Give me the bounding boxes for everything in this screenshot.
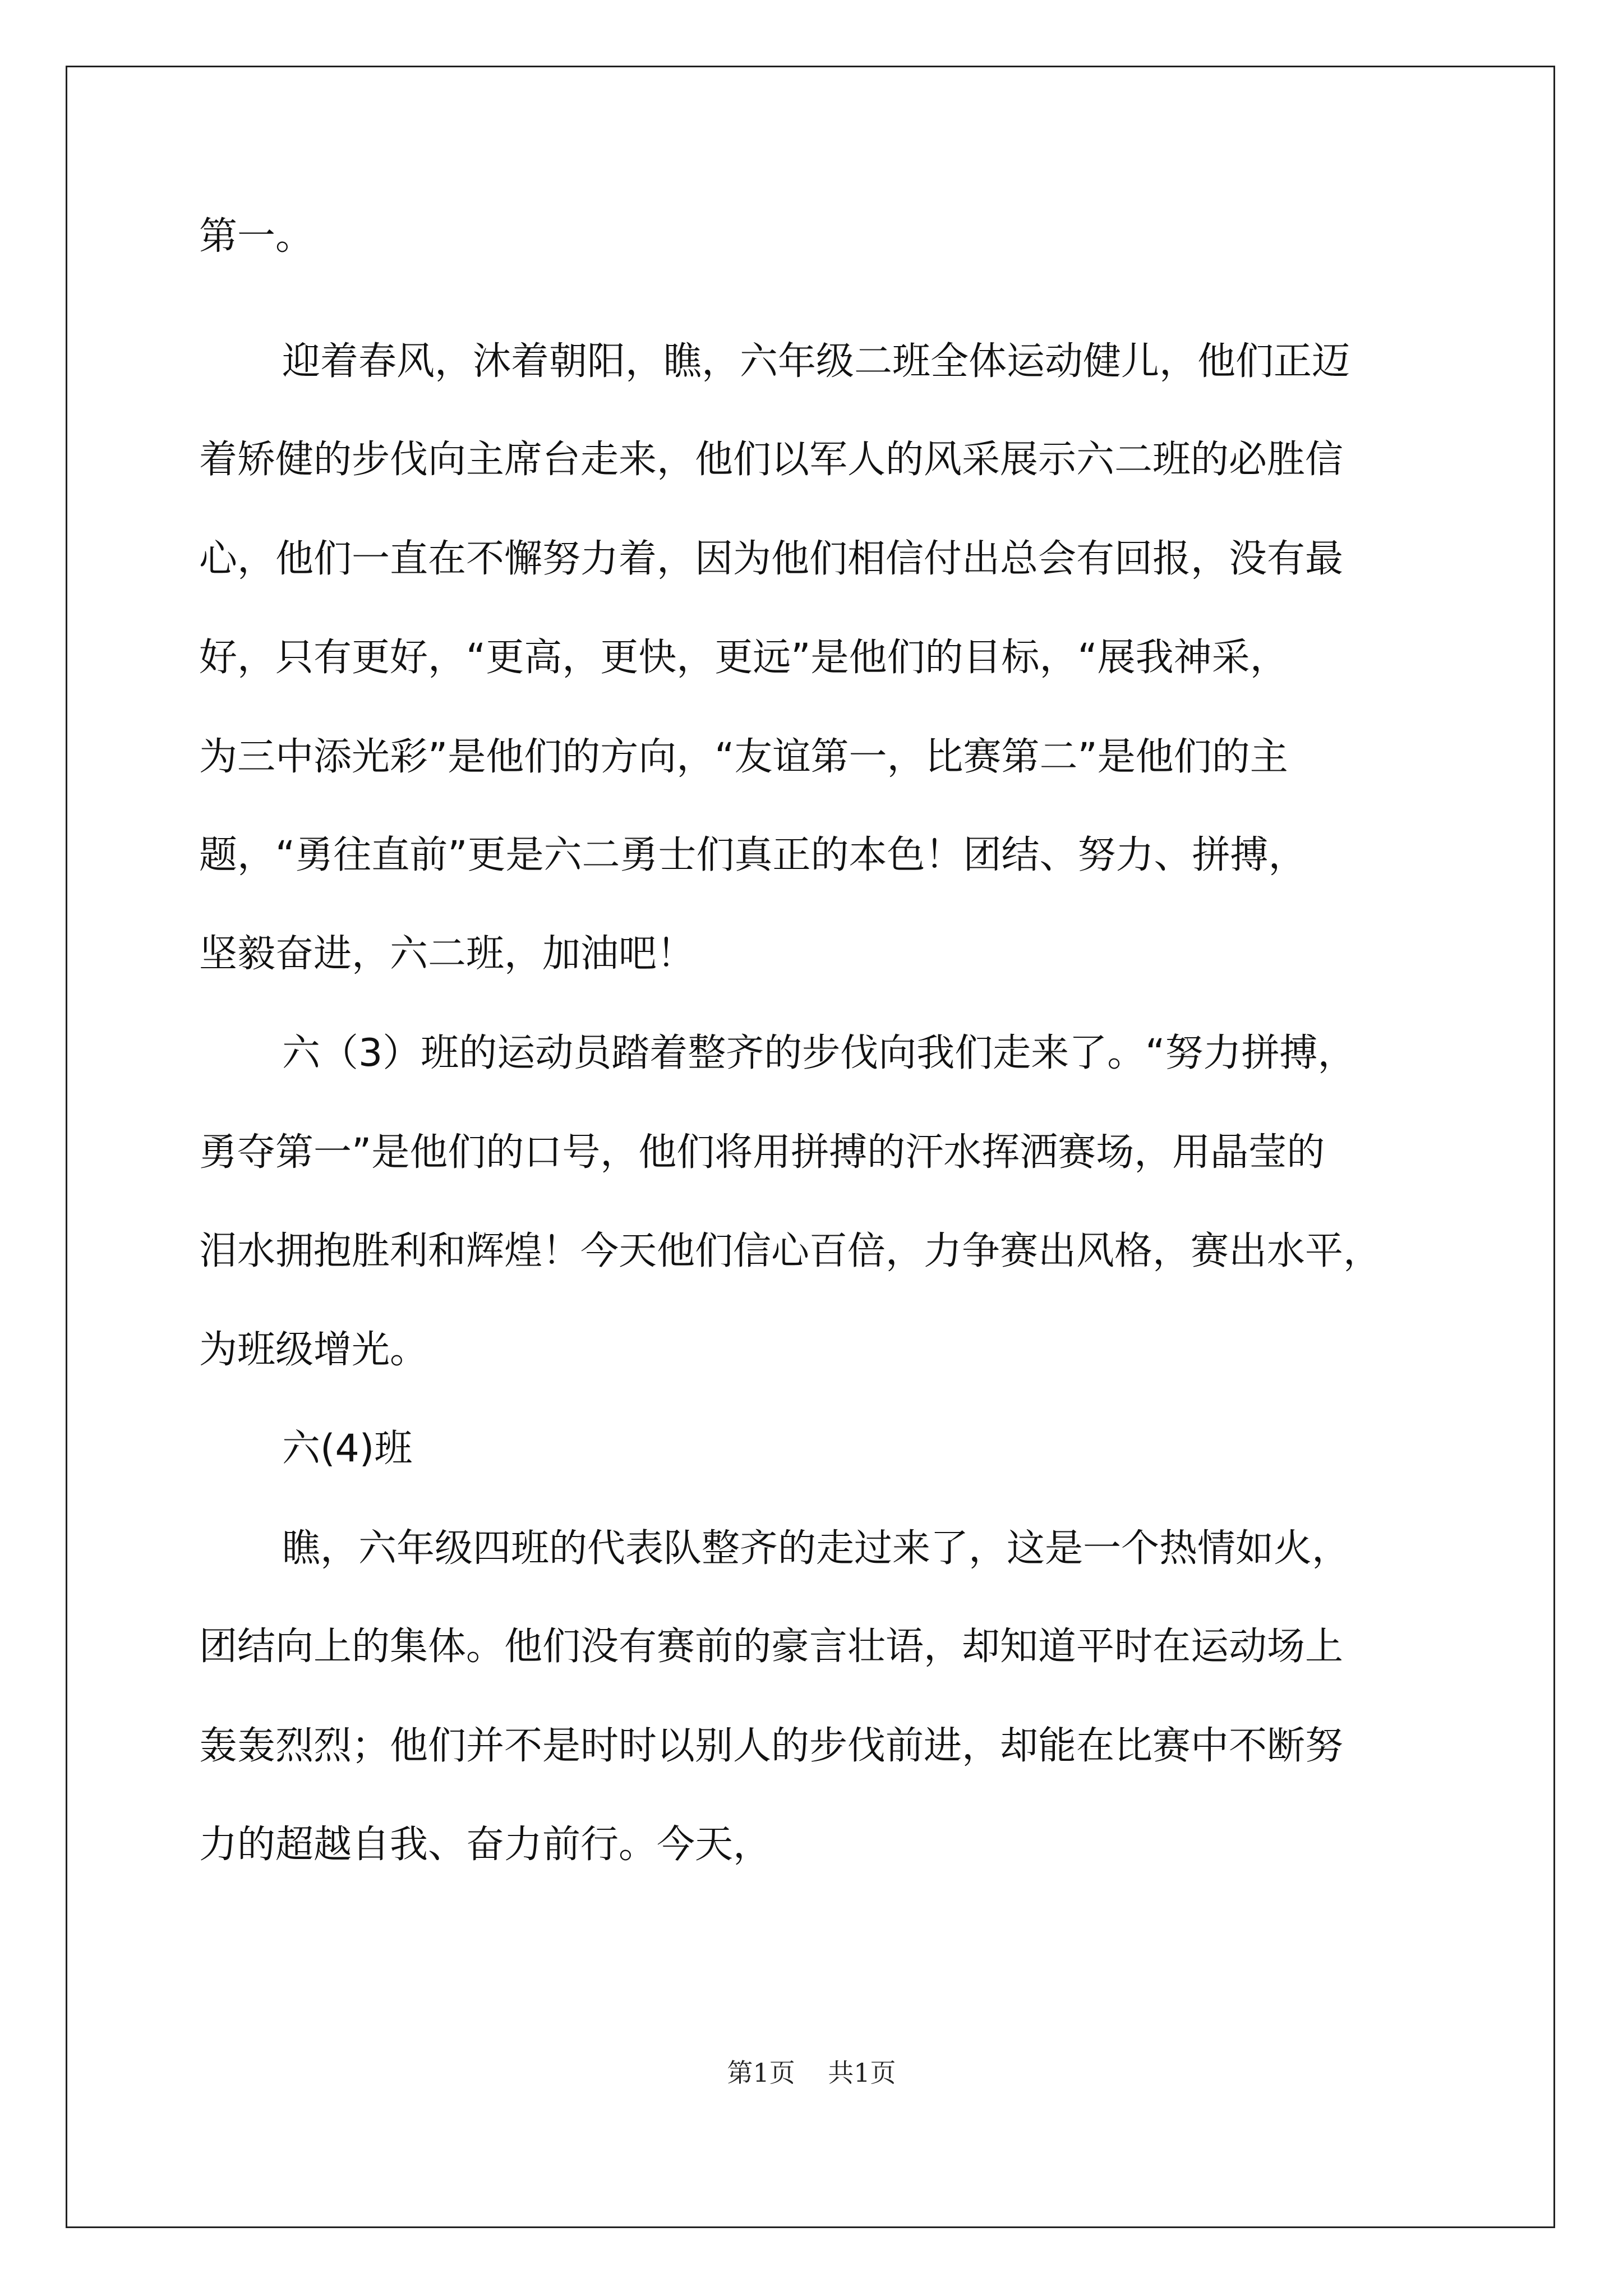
paragraph-first-line: 六（3）班的运动员踏着整齐的步伐向我们走来了。“努力拼搏， [282, 1031, 1356, 1075]
text-line: 轰轰烈烈；他们并不是时时以别人的步伐前进，却能在比赛中不断努 [199, 1724, 1344, 1768]
text-line: 心，他们一直在不懈努力着，因为他们相信付出总会有回报，没有最 [199, 537, 1344, 581]
page-footer: 第1页 共1页 [727, 2058, 896, 2088]
text-line: 为三中添光彩”是他们的方向，“友谊第一，比赛第二”是他们的主 [199, 735, 1288, 779]
text-line: 第一。 [199, 214, 314, 259]
text-line: 勇夺第一”是他们的口号，他们将用拼搏的汗水挥洒赛场，用晶莹的 [199, 1130, 1325, 1175]
text-line: 着矫健的步伐向主席台走来，他们以军人的风采展示六二班的必胜信 [199, 438, 1344, 482]
text-line: 力的超越自我、奋力前行。今天， [199, 1823, 772, 1867]
text-line: 为班级增光。 [199, 1328, 428, 1372]
text-line: 团结向上的集体。他们没有赛前的豪言壮语，却知道平时在运动场上 [199, 1625, 1344, 1669]
text-line: 题，“勇往直前”更是六二勇士们真正的本色！团结、努力、拼搏， [199, 833, 1307, 877]
text-line: 坚毅奋进，六二班，加油吧！ [199, 932, 695, 976]
text-line: 好，只有更好，“更高，更快，更远”是他们的目标，“展我神采， [199, 636, 1288, 680]
section-heading: 六(4)班 [282, 1427, 413, 1471]
paragraph-first-line: 瞧，六年级四班的代表队整齐的走过来了，这是一个热情如火， [282, 1526, 1350, 1571]
paragraph-first-line: 迎着春风，沐着朝阳，瞧，六年级二班全体运动健儿，他们正迈 [282, 339, 1350, 384]
text-line: 泪水拥抱胜利和辉煌！今天他们信心百倍，力争赛出风格，赛出水平， [199, 1229, 1382, 1273]
